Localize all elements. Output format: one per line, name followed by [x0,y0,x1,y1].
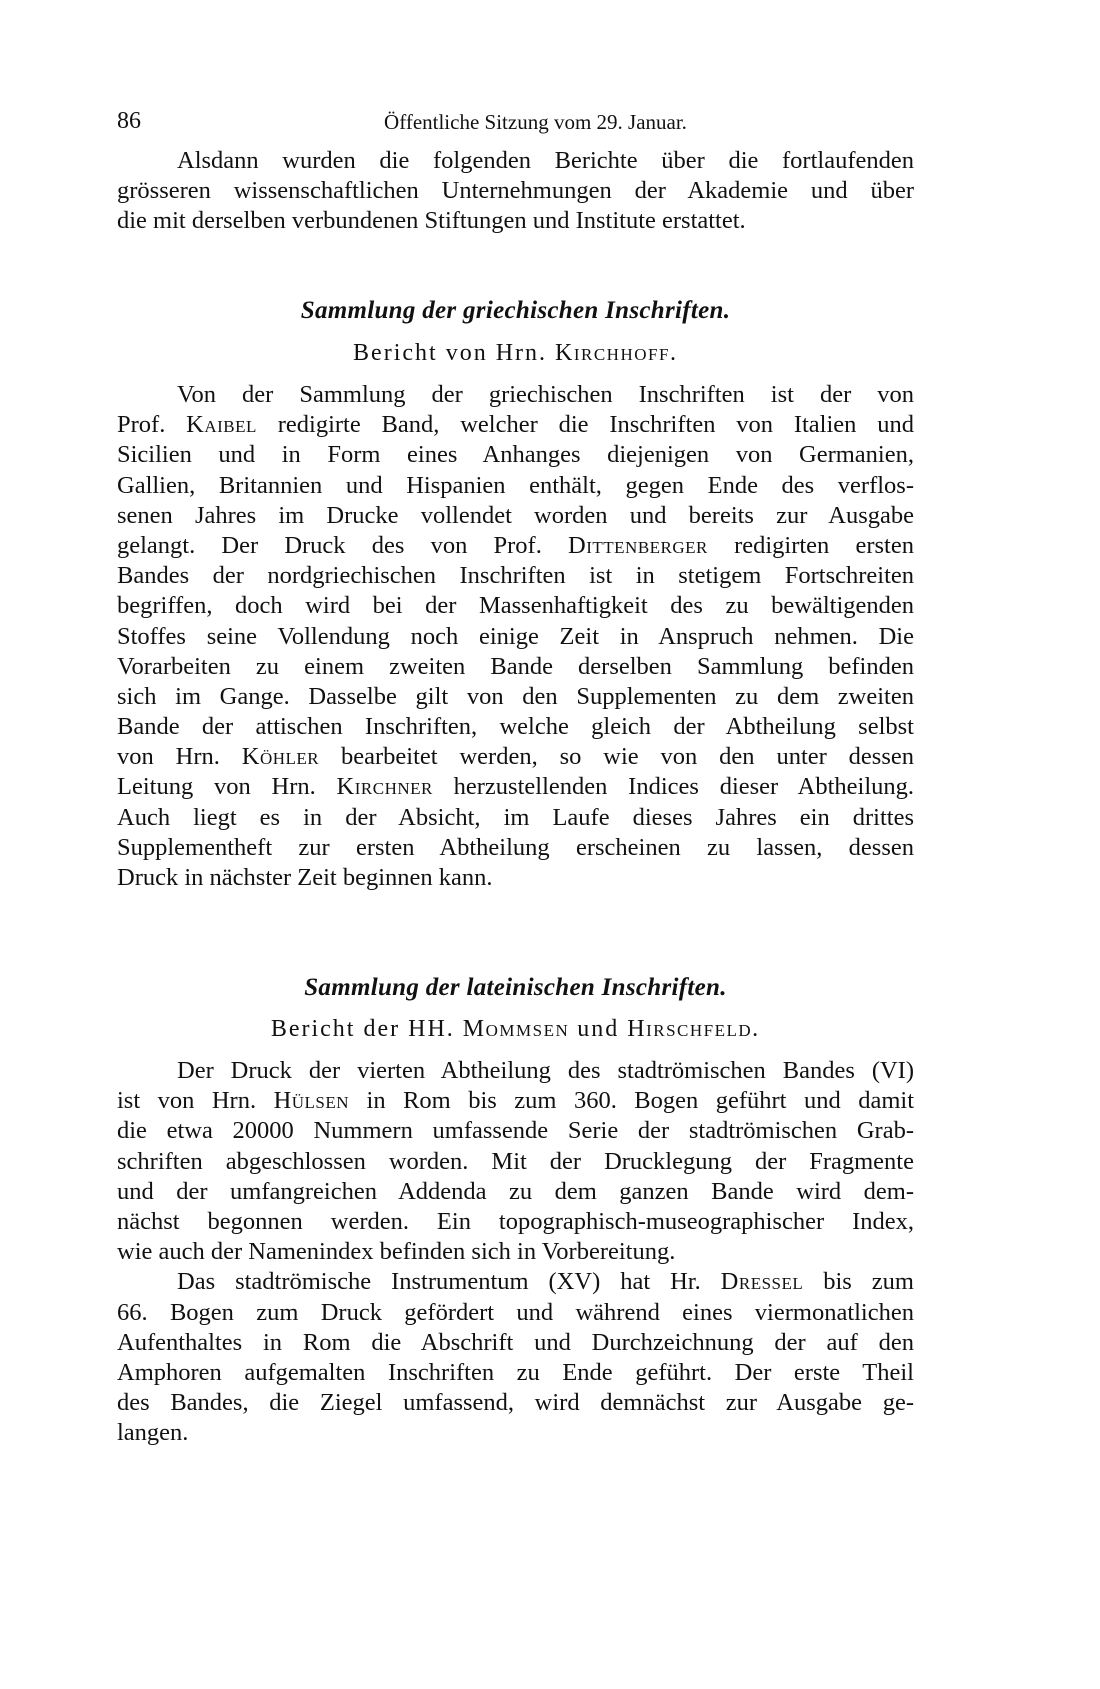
text-run: schriften abgeschlossen worden. Mit der Drucklegung der Fragmente [117,1147,914,1175]
section-title-latin: Sammlung der lateinischen Inschriften. [304,974,727,1001]
text-run: Sicilien und in Form eines Anhanges diejenigen von Germanien, [117,441,914,469]
text-line [117,471,914,501]
text-line [117,531,914,561]
text-run: Aufenthaltes in Rom die Abschrift und Durchzeichnung der auf den [117,1328,914,1356]
text-line: die mit derselben verbundenen Stiftungen und Institute erstattet. [117,207,746,235]
byline-suffix: . [752,1016,761,1042]
byline-prefix: Bericht von Hrn. [353,340,556,366]
text-line [117,1388,914,1418]
author-name: Kirchhoff [555,340,670,366]
byline-latin [117,1016,914,1043]
text-run: Supplementheft zur ersten Abtheilung erscheinen zu lassen, dessen [117,833,914,861]
text-run: Bandes der nordgriechischen Inschriften ist in stetigem Fortschreiten [117,562,914,590]
text-run: langen. [117,1419,189,1447]
text-line [117,833,914,863]
text-run: Stoffes seine Vollendung noch einige Zeit in Anspruch nehmen. Die [117,622,914,650]
text-line [117,440,914,470]
byline-greek [117,340,914,367]
text-run: senen Jahres im Drucke vollendet worden und bereits zur Ausgabe [117,501,914,529]
byline-suffix: . [669,340,678,366]
text-line [117,682,914,712]
text-line [117,652,914,682]
text-line [117,1086,914,1116]
text-run: herzustellenden Indices dieser Abtheilung. [432,773,914,801]
text-line [117,1147,914,1177]
text-line [117,803,914,833]
text-line [117,1056,914,1086]
text-run: 66. Bogen zum Druck gefördert und während eines viermonatlichen [117,1298,914,1326]
text-line [117,772,914,802]
text-run: Leitung von Hrn. [117,773,337,801]
text-run: ist von Hrn. [117,1087,274,1115]
text-line: grösseren wissenschaftlichen Unternehmungen der Akademie und über [117,177,914,205]
text-line [117,1177,914,1207]
person-name: Hülsen [273,1087,350,1115]
text-line [117,1358,914,1388]
text-run: von Hrn. [117,743,242,771]
person-name: Kirchner [336,773,433,801]
intro-paragraph [117,146,914,237]
text-run: gelangt. Der Druck des von Prof. [117,531,569,559]
text-run: Der Druck der vierten Abtheilung des stadtrömischen Bandes (VI) [177,1057,914,1084]
text-line [117,712,914,742]
author-name: Hirschfeld [627,1016,753,1042]
text-run: sich im Gange. Dasselbe gilt von den Supplementen zu dem zweiten [117,682,914,710]
text-line [117,1116,914,1146]
text-run: begriffen, doch wird bei der Massenhaftigkeit des zu bewältigenden [117,592,914,620]
text-run: bis zum [803,1268,914,1296]
person-name: Kaibel [186,411,257,439]
text-run: und der umfangreichen Addenda zu dem ganzen Bande wird dem- [117,1177,914,1205]
text-run: Auch liegt es in der Absicht, im Laufe dieses Jahres ein drittes [117,803,914,831]
text-line: Alsdann wurden die folgenden Berichte über die fortlaufenden [177,147,914,174]
person-name: Dressel [720,1268,804,1296]
text-run: nächst begonnen werden. Ein topographisch-museographischer Index, [117,1207,914,1235]
running-head: Öffentliche Sitzung vom 29. Januar. [384,110,687,134]
text-line [117,1328,914,1358]
text-line [117,501,914,531]
text-run: redigirten ersten [707,531,914,559]
text-run: Amphoren aufgemalten Inschriften zu Ende geführt. Der erste Theil [117,1358,914,1386]
text-run: redigirte Band, welcher die Inschriften von Italien und [256,411,914,439]
author-name: Mommsen [462,1016,570,1042]
text-run: in Rom bis zum 360. Bogen geführt und damit [349,1087,914,1115]
text-run: Prof. [117,411,187,439]
page-number: 86 [117,108,141,134]
text-line [117,1267,914,1297]
text-line [117,380,914,410]
text-run: Vorarbeiten zu einem zweiten Bande derselben Sammlung befinden [117,652,914,680]
section-title-greek: Sammlung der griechischen Inschriften. [300,297,731,324]
text-run: Druck in nächster Zeit beginnen kann. [117,864,493,891]
text-run: die etwa 20000 Nummern umfassende Serie der stadtrömischen Grab- [117,1117,914,1145]
text-run: des Bandes, die Ziegel umfassend, wird demnächst zur Ausgabe ge- [117,1389,914,1417]
text-line [117,410,914,440]
text-line [117,863,914,893]
text-line [117,561,914,591]
text-line [117,591,914,621]
text-line [117,742,914,772]
text-line [117,1298,914,1328]
text-run: wie auch der Namenindex befinden sich in Vorbereitung. [117,1238,676,1266]
text-line [117,1418,914,1448]
page-header [117,108,914,138]
text-run: Bande der attischen Inschriften, welche gleich der Abtheilung selbst [117,713,914,741]
section-body-greek [117,380,914,893]
person-name: Dittenberger [568,531,708,559]
byline-prefix: Bericht der HH. [270,1016,463,1042]
text-run: Von der Sammlung der griechischen Inschriften ist der von [177,381,914,408]
person-name: Köhler [241,743,320,771]
text-line [117,1237,914,1267]
section-body-latin [117,1056,914,1448]
byline-mid: und [569,1016,628,1042]
text-line [117,1207,914,1237]
text-run: Das stadtrömische Instrumentum (XV) hat Hr. [177,1268,721,1296]
text-line [117,622,914,652]
text-run: Gallien, Britannien und Hispanien enthält, gegen Ende des verflos- [117,471,914,499]
text-run: bearbeitet werden, so wie von den unter dessen [319,743,914,771]
